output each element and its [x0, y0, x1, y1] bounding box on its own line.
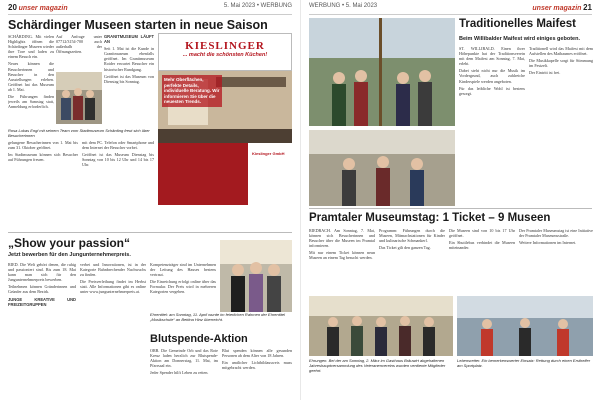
team-photo-caption: Rosa Lukas Engl mit seinem Team vom Stadtmuseum Schärding freut sich über Besucherinnen — [8, 128, 150, 138]
show-subheadline: Jetzt bewerben für den Jungunternehmerpreis. — [8, 252, 131, 258]
page-number: 20 — [8, 3, 17, 12]
music-school-photo — [220, 240, 292, 312]
ad-overlay-text: Mehr Oberflächen, perfekte Details, individuelle Beratung. Wir informieren Sie über die neuesten Trends. — [162, 75, 222, 107]
maifest-photo-2 — [309, 130, 455, 206]
honors-photo-icon — [309, 296, 453, 356]
divider — [8, 232, 292, 233]
ad-slogan: ... macht die schönsten Küchen! — [182, 52, 268, 58]
ad-photo — [158, 71, 292, 205]
divider-right — [309, 208, 592, 209]
issue-date: 5. Mai 2023 • WERBUNG — [223, 3, 292, 9]
museumstag-col-4: Der Pramtaler Museumstag ist eine Initiative der Pramtaler Museumsstraße. Weitere Informationen im Internet. — [519, 228, 593, 246]
group-photo-icon — [56, 72, 102, 124]
museen-col-b1: gelungene Besucherinnen von 1. Mai bis zum 31. Oktober geöffnet. Im Stadtmuseum können sich Besucher auf Führungen freuen. — [8, 140, 78, 163]
museumstag-col-3: Die Museen sind von 10 bis 17 Uhr geöffnet. Ein Shuttlebus verbindet die Museen miteinander. — [449, 228, 515, 251]
headline-blutspende: Blutspende-Aktion — [150, 333, 248, 345]
rescue-photo-icon — [457, 296, 593, 356]
maifest-photo — [309, 18, 455, 126]
blutspende-col-1: ORB. Die Gemeinde Orb und das Rote Kreuz laden herzlich zur Blutspende-Aktion am Donnerstag, 11. Mai, im Pfarrsaal ein. Jeder Spender hilft Leben zu retten. — [150, 348, 218, 376]
festival-photo-icon — [309, 18, 455, 126]
issue-date-right: WERBUNG • 5. Mai 2023 — [309, 3, 378, 9]
lebensretter-photo — [457, 296, 593, 356]
team-photo — [56, 72, 102, 124]
blutspende-col-2: Blut spenden können alle gesunden Personen ab dem Alter von 18 Jahren. Ein amtlicher Lichtbildausweis muss mitgebracht werden. — [222, 348, 292, 371]
people-photo-icon — [220, 240, 292, 312]
ad-contact: Kieslinger GmbH — [252, 151, 285, 156]
ehrentitel-caption: Ehrentitel: am Sonntag, 11. April wurde im feierlichen Rahmen der Ehrentitel „Musikschule“ an Bettina Hinz überreicht. — [150, 312, 285, 322]
museumstag-col-1: RIEDBACH. Am Sonntag, 7. Mai, können sich Besucherinnen und Besucher über die Museen im Pramtal informieren. Mit nur einem Ticket können neun Museen an einem Tag besucht werden. — [309, 228, 375, 261]
page-header-left — [8, 3, 292, 15]
ehrungen-photo — [309, 296, 453, 356]
lebensretter-caption: Lebensretter. Ein bemerkenswerter Einsatz: Rettung durch einen Ersthelfer am Sportplatz. — [457, 358, 591, 368]
magazine-brand: unser magazin — [18, 5, 68, 12]
museen-col-b2: mit dem PC. Telefon oder Smartphone und dem Internet der Besucher vorbei. Geöffnet ist das Museum Dienstag bis Sonntag von 10 bis 12 Uhr und 14 bis 17 Uhr. — [82, 140, 154, 168]
kieslinger-ad[interactable] — [158, 33, 292, 205]
headline-museumstag: Pramtaler Museumstag: 1 Ticket – 9 Museen — [309, 212, 551, 224]
show-col-2: verbei und Innovationen, ist in der Kategorie Bahnbrechender Nachwuchs zu finden. Die Preisverleihung findet im Herbst statt. Alle Informationen gibt es online unter www.jungunternehmerpreis.at. — [80, 262, 146, 295]
museumstag-col-2: Programm: Führungen durch die Museen, Mitmachstationen für Kinder und kulinarische Schmankerl. Das Ticket gilt den ganzen Tag. — [379, 228, 445, 251]
ehrungen-caption: Ehrungen. Bei der am Sonntag, 2. März im Gasthaus Bräuwirt abgehaltenen Jahreshauptversammlung des Veteranenvereins wurden verdiente Mitglieder geehrt. — [309, 358, 446, 373]
museen-col-1: SCHÄRDING. Mit vielen Highlights öffnen die Schärdinger Museen wieder ihre Tore und laden zu einem Besuch ein. Neues können die Besucherinnen und Besucher in den Ausstellungen erleben. Geöffnet hat das Museum ab 1. Mai. Die Führungen finden jeweils am Samstag statt, Anmeldung erforderlich. — [8, 34, 54, 110]
maifest-col-1: ST. WILLIBALD. Einen ihrer Höhepunkte hat der Traditionsverein mit dem Maifest am Sonntag, 7. Mai, erlebt. Dabei steht nicht nur die Musik im Vordergrund, auch zahlreiche Kinderspiele werden angeboten. Für das leibliche Wohl ist bestens gesorgt. — [459, 46, 525, 96]
museen-col-2: GRANITMUSEUM LÄUFT AN Seit 1. Mai ist die Kunde in Granitmuseum ebenfalls geöffnet. Im Granitmuseum Roider erwartet Besucher ein historischer Rundgang. Geöffnet ist das Museum von Dienstag bis Sonntag. — [104, 34, 154, 84]
headline-show-your-passion: „Show your passion“ — [8, 236, 131, 250]
show-col-1: RIED. Die Welt gehört denen, die ruhig und passioniert sind. Bis zum 18. Mai kann man sich für den Jungunternehmerpreis bewerben. Teilnehmen können Gründerinnen und Gründer aus dem Bezirk. JUNGE KREATIVE UND FREIZEITGRUPPEN — [8, 262, 76, 307]
ad-header — [158, 33, 292, 71]
headline-museen: Schärdinger Museen starten in neue Saison — [8, 18, 268, 32]
show-col-3: Kompetenzträger sind im Unternehmen der Leitung des Hauses bestens vertraut. Die Einreichung erfolgt online über das Formular. Der Preis wird in mehreren Kategorien vergeben. — [150, 262, 216, 295]
page-number-right: 21 — [583, 3, 592, 12]
museen-col-2a: Auf Anfrage unter 07712/3154-700 auch außerhalb der Öffnungszeiten. — [56, 34, 102, 55]
page-header-right — [309, 3, 592, 15]
magazine-brand-right: unser magazin — [532, 5, 582, 12]
headline-maifest: Traditionelles Maifest — [459, 18, 576, 30]
ad-logo: KIESLINGER — [185, 40, 265, 52]
maifest-col-2: Traditionell wird das Maifest mit dem Aufstellen des Maibaumes eröffnet. Die Musikkapelle sorgt für Stimmung im Festzelt. Der Eintritt ist frei. — [529, 46, 593, 76]
right-page — [300, 0, 600, 400]
maifest-subheadline: Beim Willibalder Maifest wird einiges geboten. — [459, 36, 580, 42]
crowd-photo-icon — [309, 130, 455, 206]
